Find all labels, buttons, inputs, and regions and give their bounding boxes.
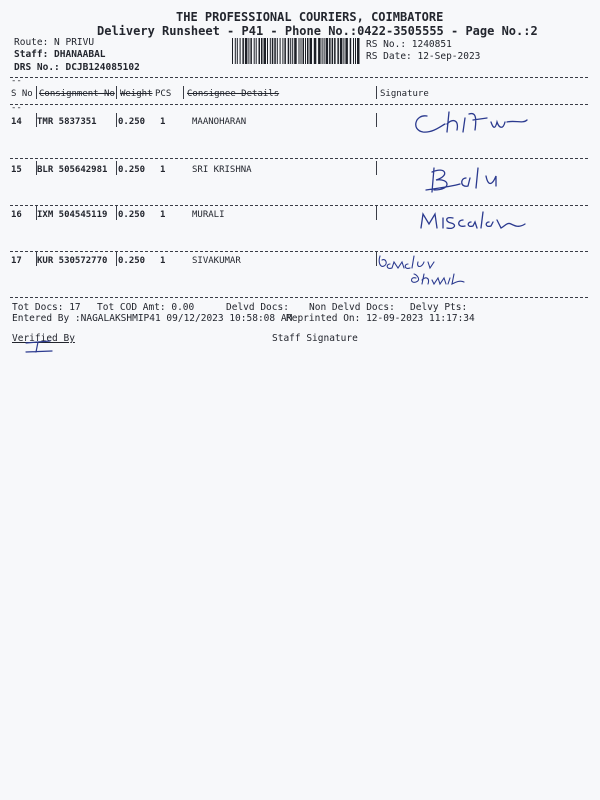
barcode-bar [264,38,267,64]
barcode-bar [282,38,283,64]
tot-docs: Tot Docs: 17 [12,302,81,313]
barcode-bar [355,38,356,64]
barcode-bar [332,38,334,64]
rs-date: RS Date: 12-Sep-2023 [366,51,481,62]
barcode-bar [290,38,291,64]
barcode-bar [256,38,257,64]
barcode-bar [326,38,329,64]
barcode-bar [235,38,236,64]
row-sno: 15 [11,165,22,175]
col-divider [116,252,117,266]
delivery-points: Delvy Pts: [410,302,468,313]
drs-number: DRS No.: DCJB124085102 [14,62,140,73]
row-consignment: TMR 5837351 [37,117,97,127]
col-header-pcs: PCS [155,89,172,99]
barcode-bar [280,38,281,64]
row-consignment: KUR 530572770 [37,256,108,266]
barcode-bar [254,38,255,64]
barcode-bar [272,38,274,64]
signature-image [405,108,535,138]
col-divider [376,161,377,175]
barcode-bar [314,38,317,64]
row-pcs: 1 [160,165,166,175]
barcode-bar [277,38,278,64]
barcode-bar [307,38,309,64]
rule-marker: -- [11,103,22,113]
barcode-bar [240,38,241,64]
row-rule [10,205,588,206]
barcode-bar [337,38,339,64]
col-divider [376,113,377,127]
row-weight: 0.250 [118,256,146,266]
barcode-bar [353,38,354,64]
barcode-bar [301,38,302,64]
rule-marker: -- [11,76,22,86]
row-consignment: IXM 504545119 [37,210,108,220]
barcode-bar [245,38,248,64]
barcode-bar [310,38,313,64]
runsheet-subtitle: Delivery Runsheet - P41 - Phone No.:0422-3505555 - Page No.:2 [97,24,538,38]
non-delivered-docs: Non Delvd Docs: [309,302,395,313]
col-divider [376,86,377,99]
delivered-docs: Delvd Docs: [226,302,289,313]
row-rule [10,251,588,252]
barcode-bar [340,38,343,64]
col-divider [116,113,117,127]
barcode-bar [292,38,293,64]
col-divider [183,86,184,99]
staff-signature-label: Staff Signature [272,333,358,344]
barcode-bar [350,38,352,64]
barcode-bar [261,38,263,64]
col-header-consignee: Consignee Details [187,89,280,99]
reprinted-on: Reprinted On: 12-09-2023 11:17:34 [286,313,475,324]
col-divider [116,206,117,220]
row-consignee: SIVAKUMAR [192,256,241,266]
barcode-bar [357,38,360,64]
row-weight: 0.250 [118,117,146,127]
barcode-bar [299,38,300,64]
barcode-bar [345,38,348,64]
col-header-weight: Weight [120,89,153,99]
verifier-signature [20,339,60,355]
barcode-bar [303,38,305,64]
tot-cod-amount: Tot COD Amt: 0.00 [97,302,195,313]
col-header-signature: Signature [380,89,429,99]
col-divider [376,206,377,220]
barcode-bar [270,38,271,64]
barcode-bar [259,38,261,64]
col-divider [36,86,37,99]
signature-image [376,252,476,288]
col-divider [36,252,37,266]
barcode-bar [318,38,321,64]
barcode-bar [274,38,276,64]
row-weight: 0.250 [118,210,146,220]
verified-by-label: Verified By [12,333,75,344]
row-pcs: 1 [160,117,166,127]
barcode-bar [288,38,290,64]
barcode-bar [232,38,233,64]
barcode-bar [284,38,286,64]
col-header-consignment: Consignment No [39,89,115,99]
row-consignee: MAANOHARAN [192,117,247,127]
signature-image [420,164,510,196]
col-divider [116,86,117,99]
barcode-bar [322,38,323,64]
table-bottom-rule [10,297,588,298]
row-sno: 16 [11,210,22,220]
row-sno: 17 [11,256,22,266]
row-pcs: 1 [160,210,166,220]
barcode-bar [343,38,344,64]
barcode-bar [242,38,244,64]
staff-label: Staff: DHANAABAL [14,49,106,60]
barcode-image [232,38,360,64]
header-rule [10,104,588,105]
barcode-bar [267,38,268,64]
barcode-bar [305,38,306,64]
col-divider [36,113,37,127]
barcode-bar [329,38,331,64]
col-divider [116,161,117,175]
row-consignee: SRI KRISHNA [192,165,252,175]
entered-by: Entered By :NAGALAKSHMIP41 09/12/2023 10:58:08 AM [12,313,293,324]
table-top-rule [10,77,588,78]
route-label: Route: N PRIVU [14,37,95,48]
col-header-sno: S No [11,89,33,99]
col-divider [36,206,37,220]
rs-number: RS No.: 1240851 [366,39,452,50]
barcode-bar [334,38,336,64]
row-consignee: MURALI [192,210,225,220]
row-weight: 0.250 [118,165,146,175]
barcode-bar [324,38,325,64]
barcode-bar [248,38,249,64]
col-divider [36,161,37,175]
row-sno: 14 [11,117,22,127]
barcode-bar [237,38,238,64]
row-rule [10,158,588,159]
row-pcs: 1 [160,256,166,266]
barcode-bar [250,38,252,64]
company-title: THE PROFESSIONAL COURIERS, COIMBATORE [176,10,444,24]
barcode-bar [294,38,297,64]
signature-image [415,208,535,234]
row-consignment: BLR 505642981 [37,165,108,175]
